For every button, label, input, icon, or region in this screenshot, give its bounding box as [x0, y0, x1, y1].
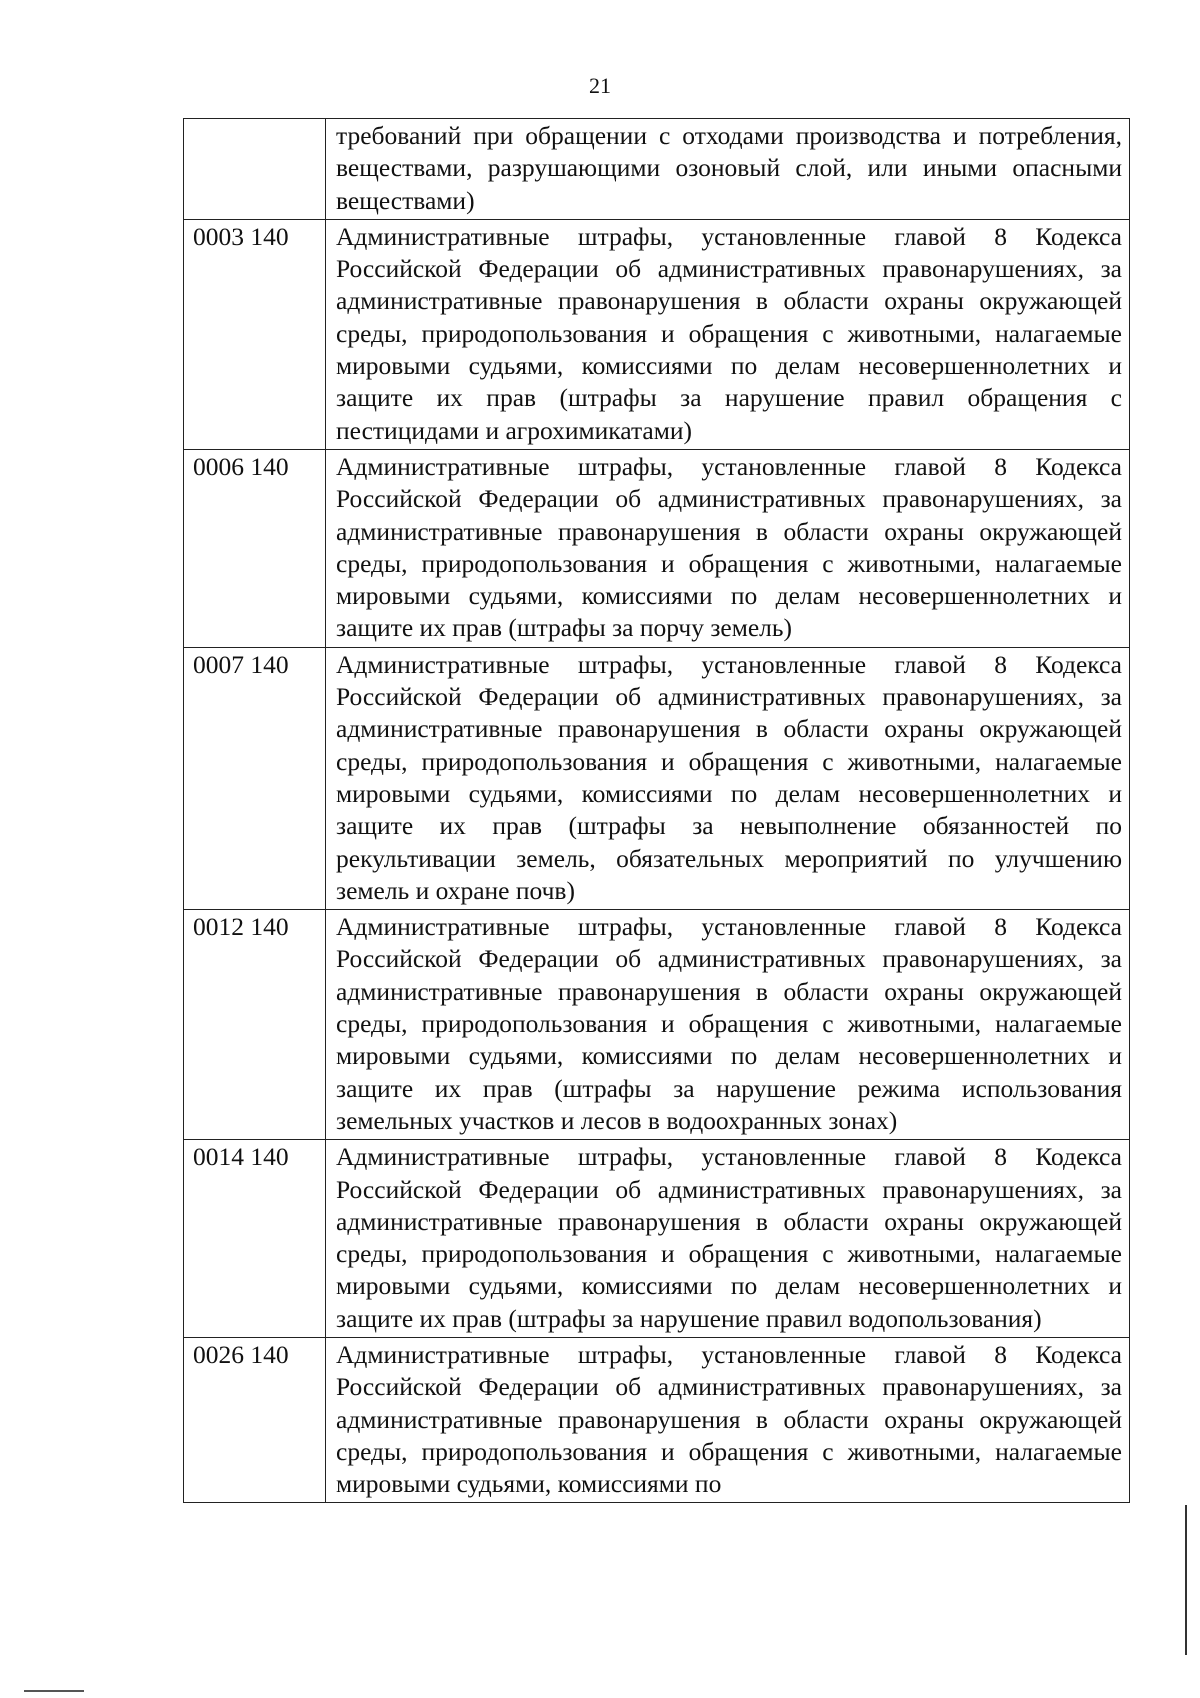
row-code: 0026 140 — [184, 1337, 326, 1502]
row-code: 0007 140 — [184, 647, 326, 909]
row-description: Административные штрафы, установленные главой 8 Кодекса Российской Федерации об административных правонарушениях, за административные правонарушения в области охраны окружающей среды, природопользования и обращения с животными, налагаемые мировыми судьями, комиссиями по — [326, 1337, 1130, 1502]
table-row — [184, 1337, 1130, 1502]
table-row — [184, 119, 1130, 220]
page-number: 21 — [589, 73, 611, 98]
row-description: Административные штрафы, установленные главой 8 Кодекса Российской Федерации об административных правонарушениях, за административные правонарушения в области охраны окружающей среды, природопользования и обращения с животными, налагаемые мировыми судьями, комиссиями по делам несовершеннолетних и защите их прав (штрафы за нарушение правил обращения с пестицидами и агрохимикатами) — [326, 219, 1130, 449]
row-description: требований при обращении с отходами производства и потребления, веществами, разрушающими озоновый слой, или иными опасными веществами) — [326, 119, 1130, 220]
table-row — [184, 647, 1130, 909]
scan-edge-line — [1185, 1505, 1187, 1655]
table-row — [184, 449, 1130, 647]
row-description: Административные штрафы, установленные главой 8 Кодекса Российской Федерации об административных правонарушениях, за административные правонарушения в области охраны окружающей среды, природопользования и обращения с животными, налагаемые мировыми судьями, комиссиями по делам несовершеннолетних и защите их прав (штрафы за невыполнение обязанностей по рекультивации земель, обязательных мероприятий по улучшению земель и охране почв) — [326, 647, 1130, 909]
document-table — [183, 118, 1130, 1503]
table-row — [184, 219, 1130, 449]
row-code: 0006 140 — [184, 449, 326, 647]
row-code: 0003 140 — [184, 219, 326, 449]
row-code: 0012 140 — [184, 910, 326, 1140]
table-row — [184, 1140, 1130, 1338]
row-code: 0014 140 — [184, 1140, 326, 1338]
row-description: Административные штрафы, установленные главой 8 Кодекса Российской Федерации об административных правонарушениях, за административные правонарушения в области охраны окружающей среды, природопользования и обращения с животными, налагаемые мировыми судьями, комиссиями по делам несовершеннолетних и защите их прав (штрафы за нарушение режима использования земельных участков и лесов в водоохранных зонах) — [326, 910, 1130, 1140]
table-row — [184, 910, 1130, 1140]
row-code — [184, 119, 326, 220]
row-description: Административные штрафы, установленные главой 8 Кодекса Российской Федерации об административных правонарушениях, за административные правонарушения в области охраны окружающей среды, природопользования и обращения с животными, налагаемые мировыми судьями, комиссиями по делам несовершеннолетних и защите их прав (штрафы за нарушение правил водопользования) — [326, 1140, 1130, 1338]
footer-rule — [24, 1690, 84, 1692]
row-description: Административные штрафы, установленные главой 8 Кодекса Российской Федерации об административных правонарушениях, за административные правонарушения в области охраны окружающей среды, природопользования и обращения с животными, налагаемые мировыми судьями, комиссиями по делам несовершеннолетних и защите их прав (штрафы за порчу земель) — [326, 449, 1130, 647]
